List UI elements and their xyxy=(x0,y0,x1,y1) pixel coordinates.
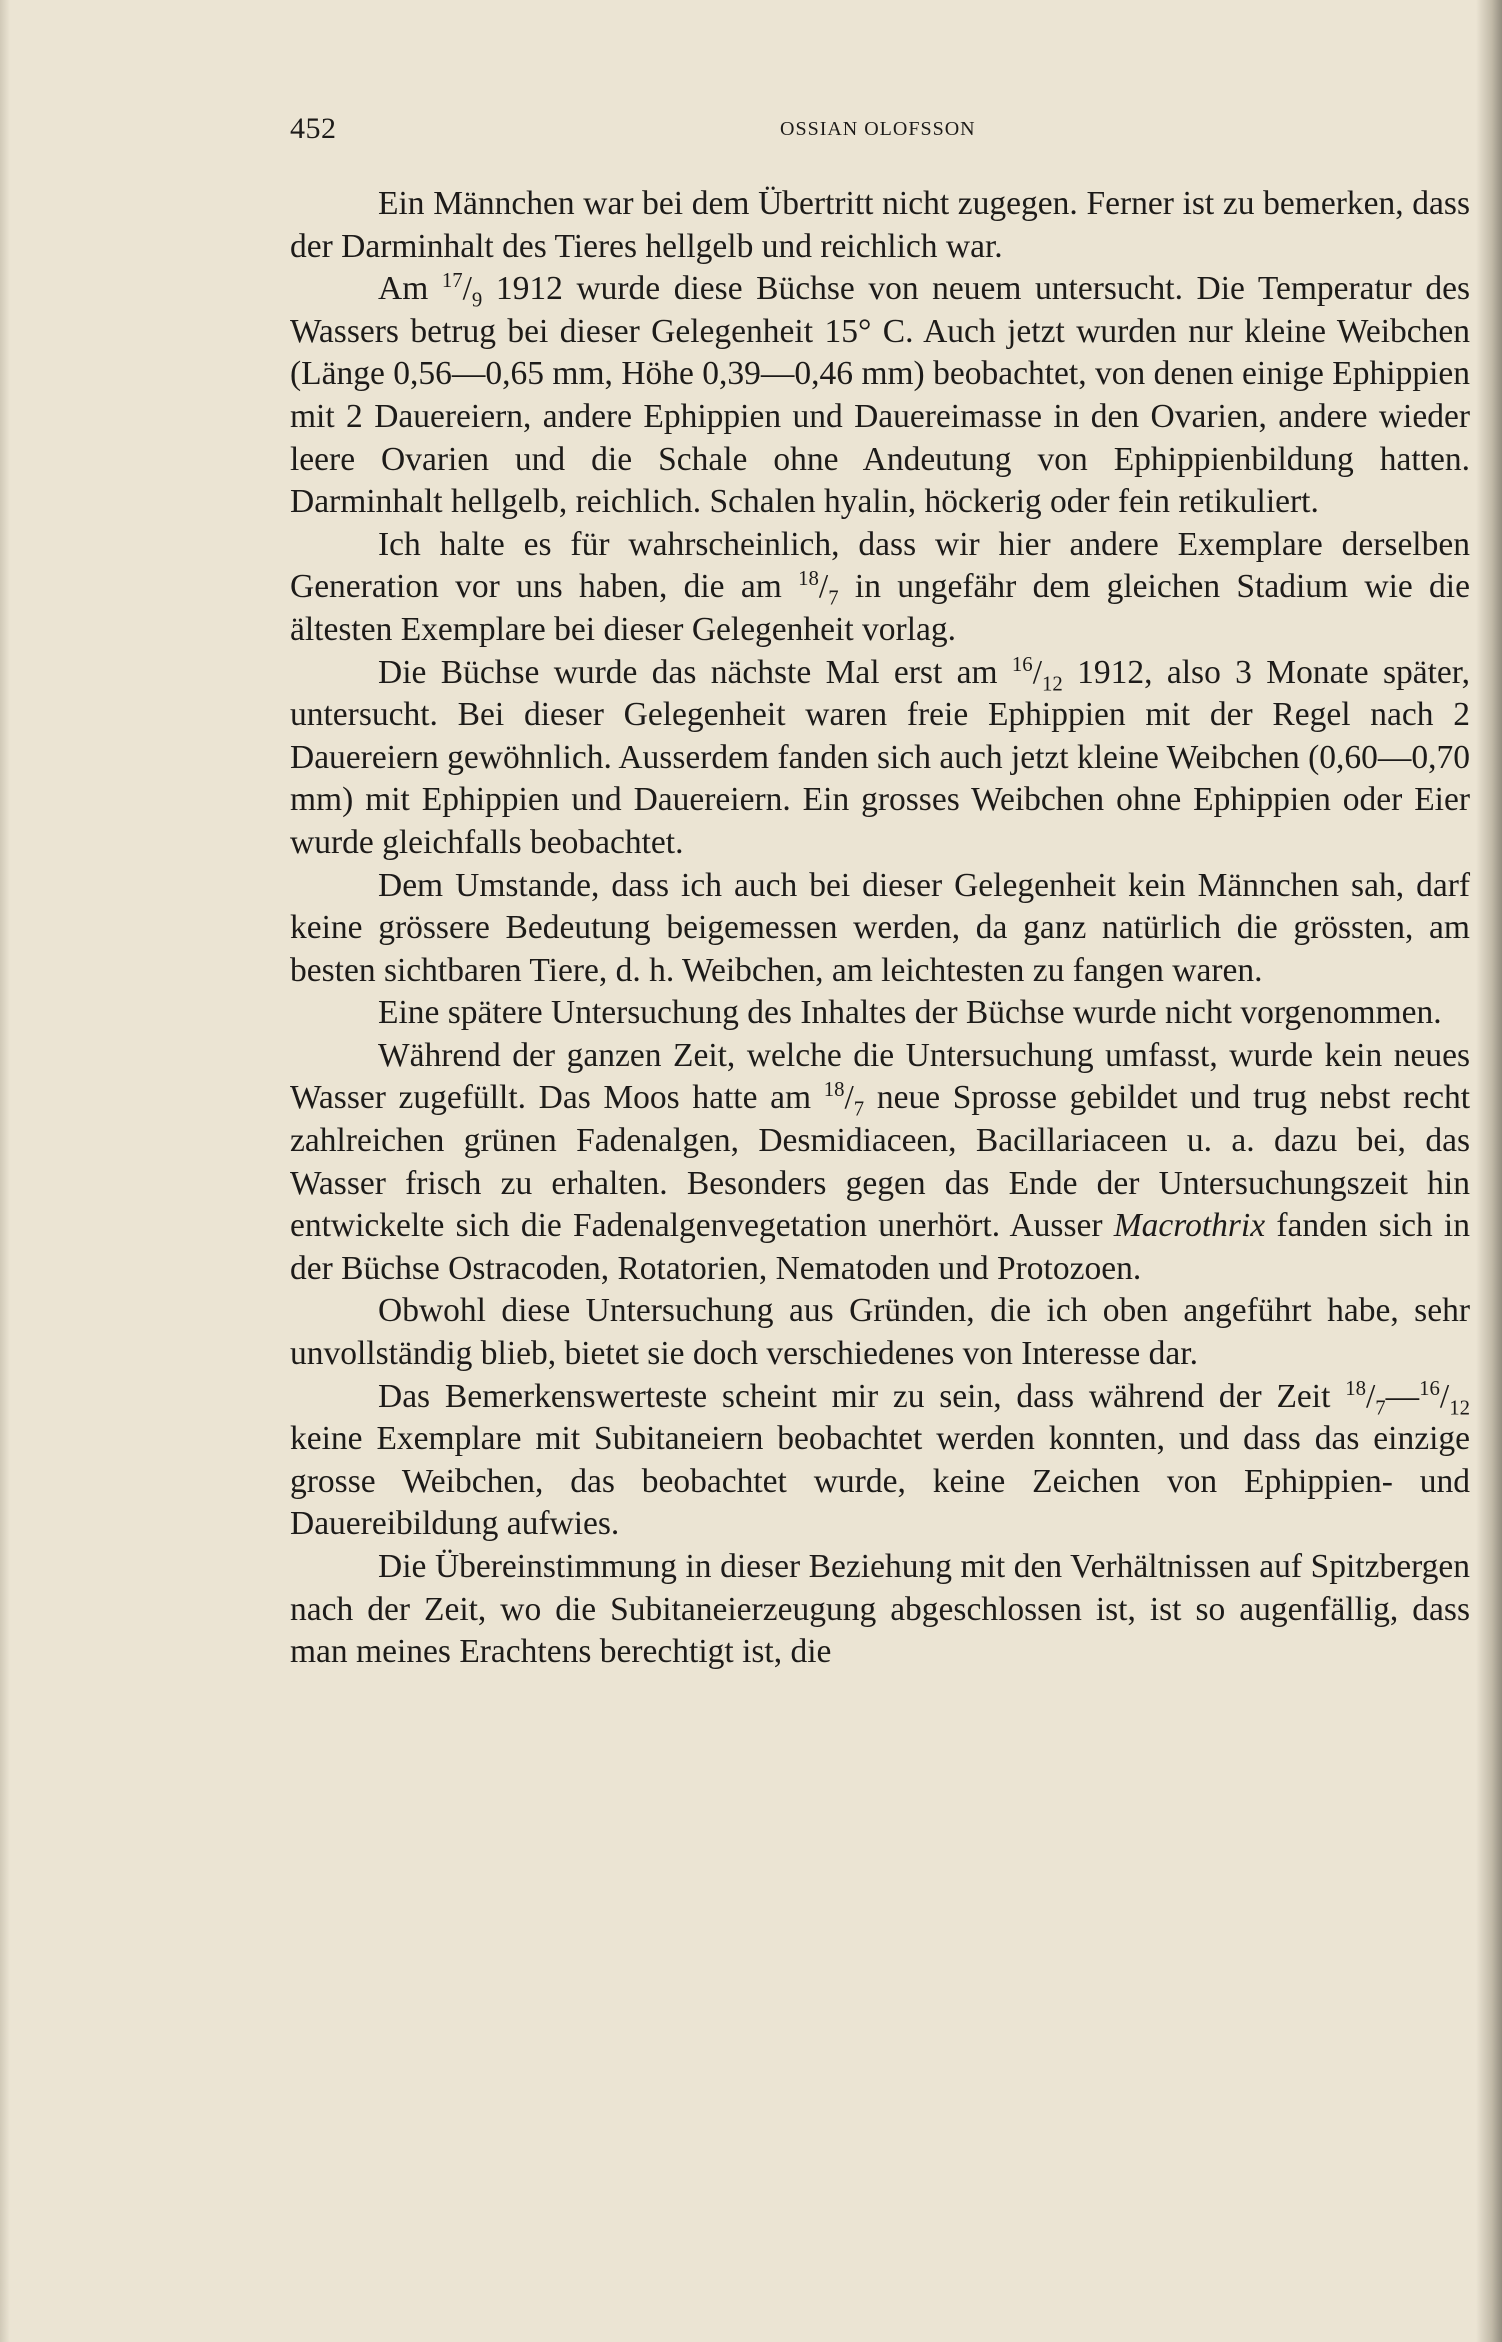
paragraph-1 xyxy=(290,183,1470,268)
date-numerator: 17 xyxy=(441,269,463,293)
page-number: 452 xyxy=(290,112,337,145)
paragraph-text: keine Exemplare mit Subitaneiern beobachtet werden konnten, und dass das einzige grosse Weibchen, das beobachtet wurde, keine Zeichen von Ephippien- und Dauereibildung aufwies. xyxy=(290,1420,1470,1543)
body-text xyxy=(290,183,1470,1674)
date-denominator: 9 xyxy=(471,288,483,312)
paragraph-6 xyxy=(290,992,1470,1035)
paragraph-8 xyxy=(290,1290,1470,1375)
date-denominator: 12 xyxy=(1042,672,1063,696)
paragraph-4: Die Büchse wurde das nächste Mal erst am $^{16}/_{12}$ 1912, also 3 Monate später, untersucht. Bei dieser Gelegenheit waren freie Ephippien mit der Regel nach 2 Dauereiern gewöhnlich. Ausserdem fanden sich auch jetzt kleine Weibchen (0,60—0,70 mm) mit Ephippien und Dauereiern. Ein grosses Weibchen ohne Ephippien oder Eier wurde gleichfalls beobachtet. xyxy=(290,652,1470,861)
paragraph-text: 1912 wurde diese Büchse von neuem untersucht. Die Temperatur des Wassers betrug bei dieser Gelegenheit 15° C. Auch jetzt wurden nur kleine Weibchen (Länge 0,56—0,65 mm, Höhe 0,39—0,46 mm) beobachtet, von denen einige Ephippien mit 2 Dauereiern, andere Ephippien und Dauereimasse in den Ovarien, andere wieder leere Ovarien und die Schale ohne Andeutung von Ephippienbildung hatten. Darminhalt hellgelb, reichlich. Schalen hyalin, höckerig oder fein retikuliert. xyxy=(290,270,1470,521)
paragraph-text: Ein Männchen war bei dem Übertritt nicht zugegen. Ferner ist zu bemerken, dass der Darminhalt des Tieres hellgelb und reichlich war. xyxy=(290,185,1470,265)
running-head: OSSIAN OLOFSSON xyxy=(780,118,976,140)
date-numerator: 16 xyxy=(1011,652,1033,676)
date-denominator: 7 xyxy=(1375,1396,1386,1420)
paragraph-text: 1912, also 3 Monate später, untersucht. Bei dieser Gelegenheit waren freie Ephippien mit der Regel nach 2 Dauereiern gewöhnlich. Ausserdem fanden sich auch jetzt kleine Weibchen (0,60—0,70 mm) mit Ephippien und Dauereiern. Ein grosses Weibchen ohne Ephippien oder Eier wurde gleichfalls beobachtet. xyxy=(290,653,1470,861)
page-header xyxy=(290,112,1470,152)
date-numerator: 18 xyxy=(823,1078,845,1102)
paragraph-text: Dem Umstande, dass ich auch bei dieser Gelegenheit kein Männchen sah, darf keine grössere Bedeutung beigemessen werden, da ganz natürlich die grössten, am besten sichtbaren Tiere, d. h. Weibchen, am leichtesten zu fangen waren. xyxy=(290,866,1470,989)
paragraph-10 xyxy=(290,1546,1470,1674)
date-denominator: 12 xyxy=(1449,1396,1470,1420)
paragraph-3: Ich halte es für wahrscheinlich, dass wir hier andere Exemplare derselben Generation vor uns haben, die am $^{18}/_7$ in ungefähr dem gleichen Stadium wie die ältesten Exemplare bei dieser Gelegenheit vorlag. xyxy=(290,525,1470,648)
date-numerator: 16 xyxy=(1419,1376,1440,1400)
paragraph-2: Am $^{17}/_9$ 1912 wurde diese Büchse von neuem untersucht. Die Temperatur des Wassers betrug bei dieser Gelegenheit 15° C. Auch jetzt wurden nur kleine Weibchen (Länge 0,56—0,65 mm, Höhe 0,39—0,46 mm) beobachtet, von denen einige Ephippien mit 2 Dauereiern, andere Ephippien und Dauereimasse in den Ovarien, andere wieder leere Ovarien und die Schale ohne Andeutung von Ephippienbildung hatten. Darminhalt hellgelb, reichlich. Schalen hyalin, höckerig oder fein retikuliert. xyxy=(290,269,1470,521)
date-numerator: 18 xyxy=(1345,1376,1366,1400)
paragraph-text: Am xyxy=(378,270,442,308)
date-numerator: 18 xyxy=(798,567,819,591)
paragraph-text: neue Sprosse gebildet und trug nebst recht zahlreichen grünen Fadenalgen, Desmidiaceen, Bacillariaceen u. a. dazu bei, das Wasser frisch zu erhalten. Besonders gegen das Ende der Untersuchungszeit hin entwickelte sich die Fadenalgenvegetation unerhört. Ausser xyxy=(290,1079,1471,1245)
paragraph-text: Die Übereinstimmung in dieser Beziehung mit den Verhältnissen auf Spitzbergen nach der Zeit, wo die Subitaneierzeugung abgeschlossen ist, ist so augenfällig, dass man meines Erachtens berechtigt ist, die xyxy=(290,1548,1470,1671)
page-edge-right xyxy=(1476,0,1502,2342)
paragraph-text: Eine spätere Untersuchung des Inhaltes der Büchse wurde nicht vorgenommen. xyxy=(378,994,1442,1032)
paragraph-text: Die Büchse wurde das nächste Mal erst am xyxy=(378,653,1012,691)
paragraph-text: Ich halte es für wahrscheinlich, dass wir hier andere Exemplare derselben Generation vor uns haben, die am xyxy=(290,525,1470,606)
paragraph-5 xyxy=(290,865,1470,993)
date-denominator: 7 xyxy=(853,1098,865,1122)
paragraph-text: in ungefähr dem gleichen Stadium wie die ältesten Exemplare bei dieser Gelegenheit vorlag. xyxy=(290,568,1470,648)
genus-name: Macrothrix xyxy=(1113,1207,1266,1245)
page-edge-left xyxy=(0,0,10,2342)
paragraph-text: Das Bemerkenswerteste scheint mir zu sein, dass während der Zeit xyxy=(378,1377,1346,1415)
paragraph-text: Während der ganzen Zeit, welche die Untersuchung umfasst, wurde kein neues Wasser zugefüllt. Das Moos hatte am xyxy=(290,1036,1470,1117)
paragraph-text: fanden sich in der Büchse Ostracoden, Rotatorien, Nematoden und Protozoen. xyxy=(290,1207,1470,1287)
paragraph-9: Das Bemerkenswerteste scheint mir zu sein, dass während der Zeit $^{18}/_7—^{16}/_{12}$ keine Exemplare mit Subitaneiern beobachtet werden konnten, und dass das einzige grosse Weibchen, das beobachtet wurde, keine Zeichen von Ephippien- und Dauereibildung aufwies. xyxy=(290,1376,1470,1543)
date-range-dash: — xyxy=(1385,1377,1420,1415)
date-denominator: 7 xyxy=(828,587,839,611)
paragraph-text: Obwohl diese Untersuchung aus Gründen, die ich oben angeführt habe, sehr unvollständig blieb, bietet sie doch verschiedenes von Interesse dar. xyxy=(290,1292,1470,1373)
paragraph-7: Während der ganzen Zeit, welche die Untersuchung umfasst, wurde kein neues Wasser zugefüllt. Das Moos hatte am $^{18}/_7$ neue Sprosse gebildet und trug nebst recht zahlreichen grünen Fadenalgen, Desmidiaceen, Bacillariaceen u. a. dazu bei, das Wasser frisch zu erhalten. Besonders gegen das Ende der Untersuchungszeit hin entwickelte sich die Fadenalgenvegetation unerhört. Ausser Macrothrix fanden sich in der Büchse Ostracoden, Rotatorien, Nematoden und Protozoen. xyxy=(290,1036,1471,1287)
